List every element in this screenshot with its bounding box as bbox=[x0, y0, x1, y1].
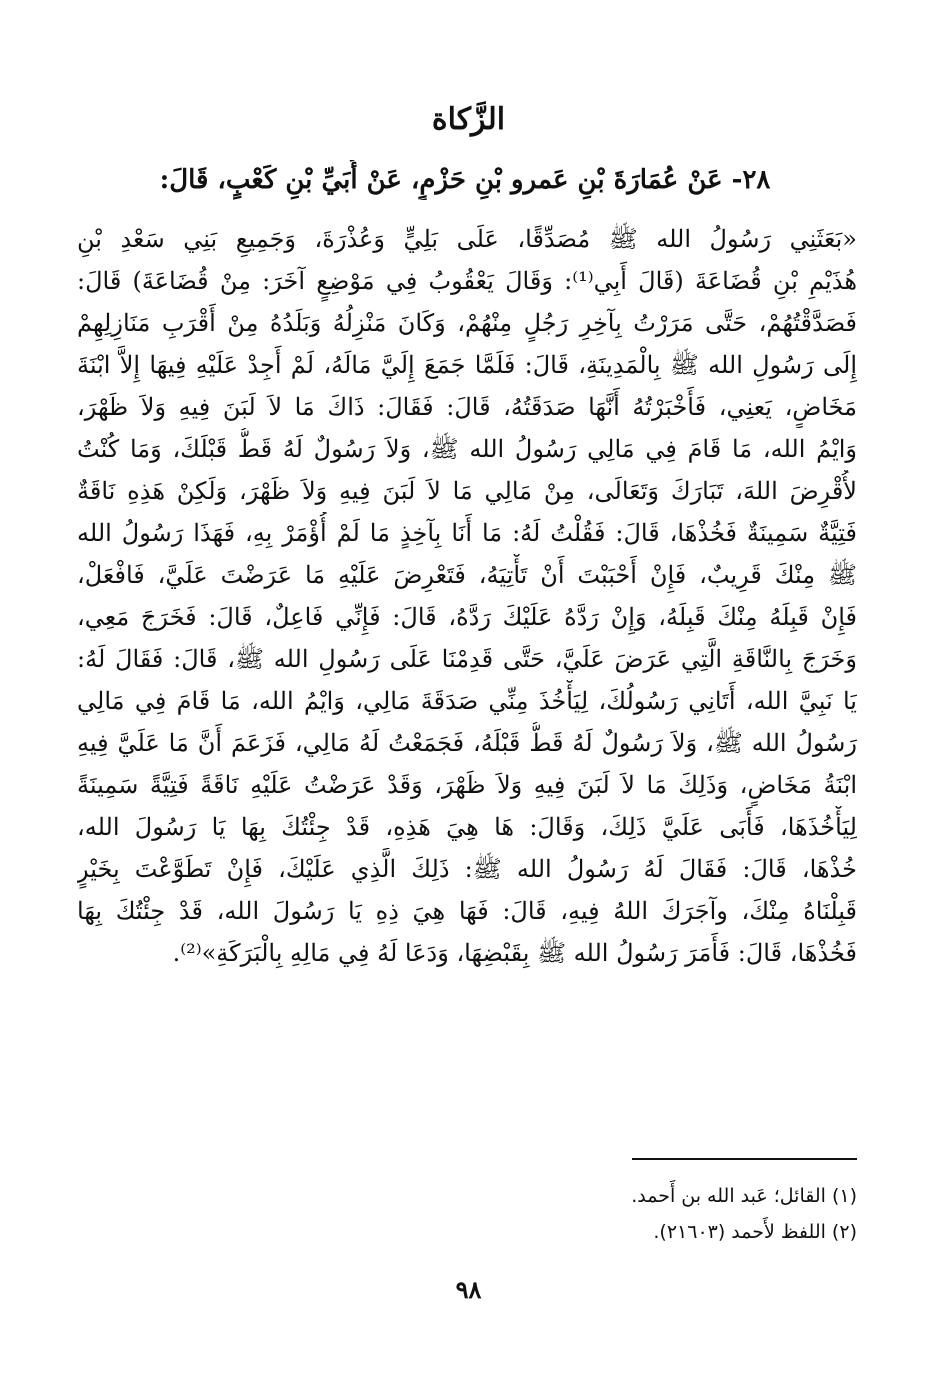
hadith-line: رَسُولُ الله ﷺ، وَلاَ رَسُولٌ لَهُ قَطُّ قَبْلَهُ، فَجَمَعْتُ لَهُ مَالِي، فَزَعَمَ أَنَّ مَا عَلَيَّ فِيهِ bbox=[77, 729, 857, 757]
hadith-line: إِلَى رَسُولِ الله ﷺ بِالْمَدِينَةِ، قَالَ: فَلَمَّا جَمَعَ إِلَيَّ مَالَهُ، لَمْ أَجِدْ عَلَيْهِ فِيهَا إِلاَّ ابْنَةَ bbox=[77, 351, 857, 379]
hadith-line: وَخَرَجَ بِالنَّاقَةِ الَّتِي عَرَضَ عَلَيَّ، حَتَّى قَدِمْنَا عَلَى رَسُولِ الله ﷺ، قَالَ: فَقَالَ لَهُ: bbox=[77, 645, 857, 673]
hadith-line: فَإِنْ قَبِلَهُ مِنْكَ قَبِلَهُ، وَإِنْ رَدَّهُ عَلَيْكَ رَدَّهُ، قَالَ: فَإِنِّي فَاعِلٌ، قَالَ: فَخَرَجَ مَعِي، bbox=[77, 603, 857, 631]
hadith-line: فَصَدَّقْتُهُمْ، حَتَّى مَرَرْتُ بِآخِرِ رَجُلٍ مِنْهُمْ، وَكَانَ مَنْزِلُهُ وَبَلَدُهُ مِنْ أَقْرَبِ مَنَازِلِهِمْ bbox=[77, 309, 857, 337]
hadith-line: وَايْمُ الله، مَا قَامَ فِي مَالِي رَسُولُ الله ﷺ، وَلاَ رَسُولٌ لَهُ قَطُّ قَبْلَكَ، وَمَا كُنْتُ bbox=[77, 435, 857, 463]
footnote-1: (١) القائل؛ عَبد الله بن أَحمد. bbox=[631, 1185, 857, 1207]
hadith-line: فَخُذْهَا، قَالَ: فَأَمَرَ رَسُولُ الله ﷺ بِقَبْضِهَا، وَدَعَا لَهُ فِي مَالِهِ بِالْبَرَكَةِ»⁽²⁾. bbox=[172, 939, 857, 967]
footnote-2: (٢) اللفظ لأَحمد (٢١٦٠٣). bbox=[653, 1221, 857, 1243]
hadith-line: «بَعَثَنِي رَسُولُ الله ﷺ مُصَدِّقًا، عَلَى بَلِيٍّ وَعُذْرَةَ، وَجَمِيعِ بَنِي سَعْدِ بْنِ bbox=[77, 225, 857, 253]
hadith-line: خُذْهَا، قَالَ: فَقَالَ لَهُ رَسُولُ الله ﷺ: ذَلِكَ الَّذِي عَلَيْكَ، فَإِنْ تَطَوَّعْتَ بِخَيْرٍ bbox=[77, 855, 857, 883]
page-number: ٩٨ bbox=[455, 1275, 482, 1304]
hadith-line: هُذَيْمِ بْنِ قُضَاعَةَ (قَالَ أَبِي⁽¹⁾: وَقَالَ يَعْقُوبُ فِي مَوْضِعٍ آخَرَ: مِنْ قُضَاعَةَ) قَالَ: bbox=[77, 267, 857, 295]
chapter-title: الزَّكاة bbox=[431, 102, 506, 137]
hadith-text bbox=[77, 218, 857, 974]
hadith-line: لأُقْرِضَ اللهَ، تَبَارَكَ وَتَعَالَى، مِنْ مَالِي مَا لاَ لَبَنَ فِيهِ وَلاَ ظَهْرَ، وَلَكِنْ هَذِهِ نَاقَةٌ bbox=[77, 477, 857, 505]
footnote-separator bbox=[632, 1158, 857, 1160]
hadith-line: فَتِيَّةٌ سَمِينَةٌ فَخُذْهَا، قَالَ: فَقُلْتُ لَهُ: مَا أَنَا بِآخِذٍ مَا لَمْ أُؤْمَرْ بِهِ، فَهَذَا رَسُولُ الله bbox=[77, 519, 857, 547]
footnotes bbox=[77, 1178, 857, 1250]
hadith-line: ابْنَةُ مَخَاضٍ، وَذَلِكَ مَا لاَ لَبَنَ فِيهِ وَلاَ ظَهْرَ، وَقَدْ عَرَضْتُ عَلَيْهِ نَاقَةً فَتِيَّةً سَمِينَةً bbox=[77, 771, 857, 799]
hadith-line: مَخَاضٍ، يَعنِي، فَأَخْبَرْتُهُ أَنَّهَا صَدَقَتُهُ، قَالَ: فَقَالَ: ذَاكَ مَا لاَ لَبَنَ فِيهِ وَلاَ ظَهْرَ، bbox=[77, 393, 857, 421]
hadith-line: يَا نَبِيَّ الله، أَتَانِي رَسُولُكَ، لِيَأْخُذَ مِنِّي صَدَقَةَ مَالِي، وَايْمُ الله، مَا قَامَ فِي مَالِي bbox=[77, 687, 857, 715]
hadith-intro: ٢٨- عَنْ عُمَارَةَ بْنِ عَمرو بْنِ حَزْمٍ، عَنْ أُبَيِّ بْنِ كَعْبٍ، قَالَ: bbox=[159, 165, 771, 195]
hadith-line: ﷺ مِنْكَ قَرِيبٌ، فَإِنْ أَحْبَبْتَ أَنْ تَأْتِيَهُ، فَتَعْرِضَ عَلَيْهِ مَا عَرَضْتَ عَلَيَّ، فَافْعَلْ، bbox=[77, 561, 857, 589]
hadith-line: لِيَأْخُذَهَا، فَأَبَى عَلَيَّ ذَلِكَ، وَقَالَ: هَا هِيَ هَذِهِ، قَدْ جِئْتُكَ بِهَا يَا رَسُولَ الله، bbox=[77, 813, 857, 841]
hadith-line: قَبِلْنَاهُ مِنْكَ، وآجَرَكَ اللهُ فِيهِ، قَالَ: فَهَا هِيَ ذِهِ يَا رَسُولَ الله، قَدْ جِئْتُكَ بِهَا bbox=[77, 897, 857, 925]
